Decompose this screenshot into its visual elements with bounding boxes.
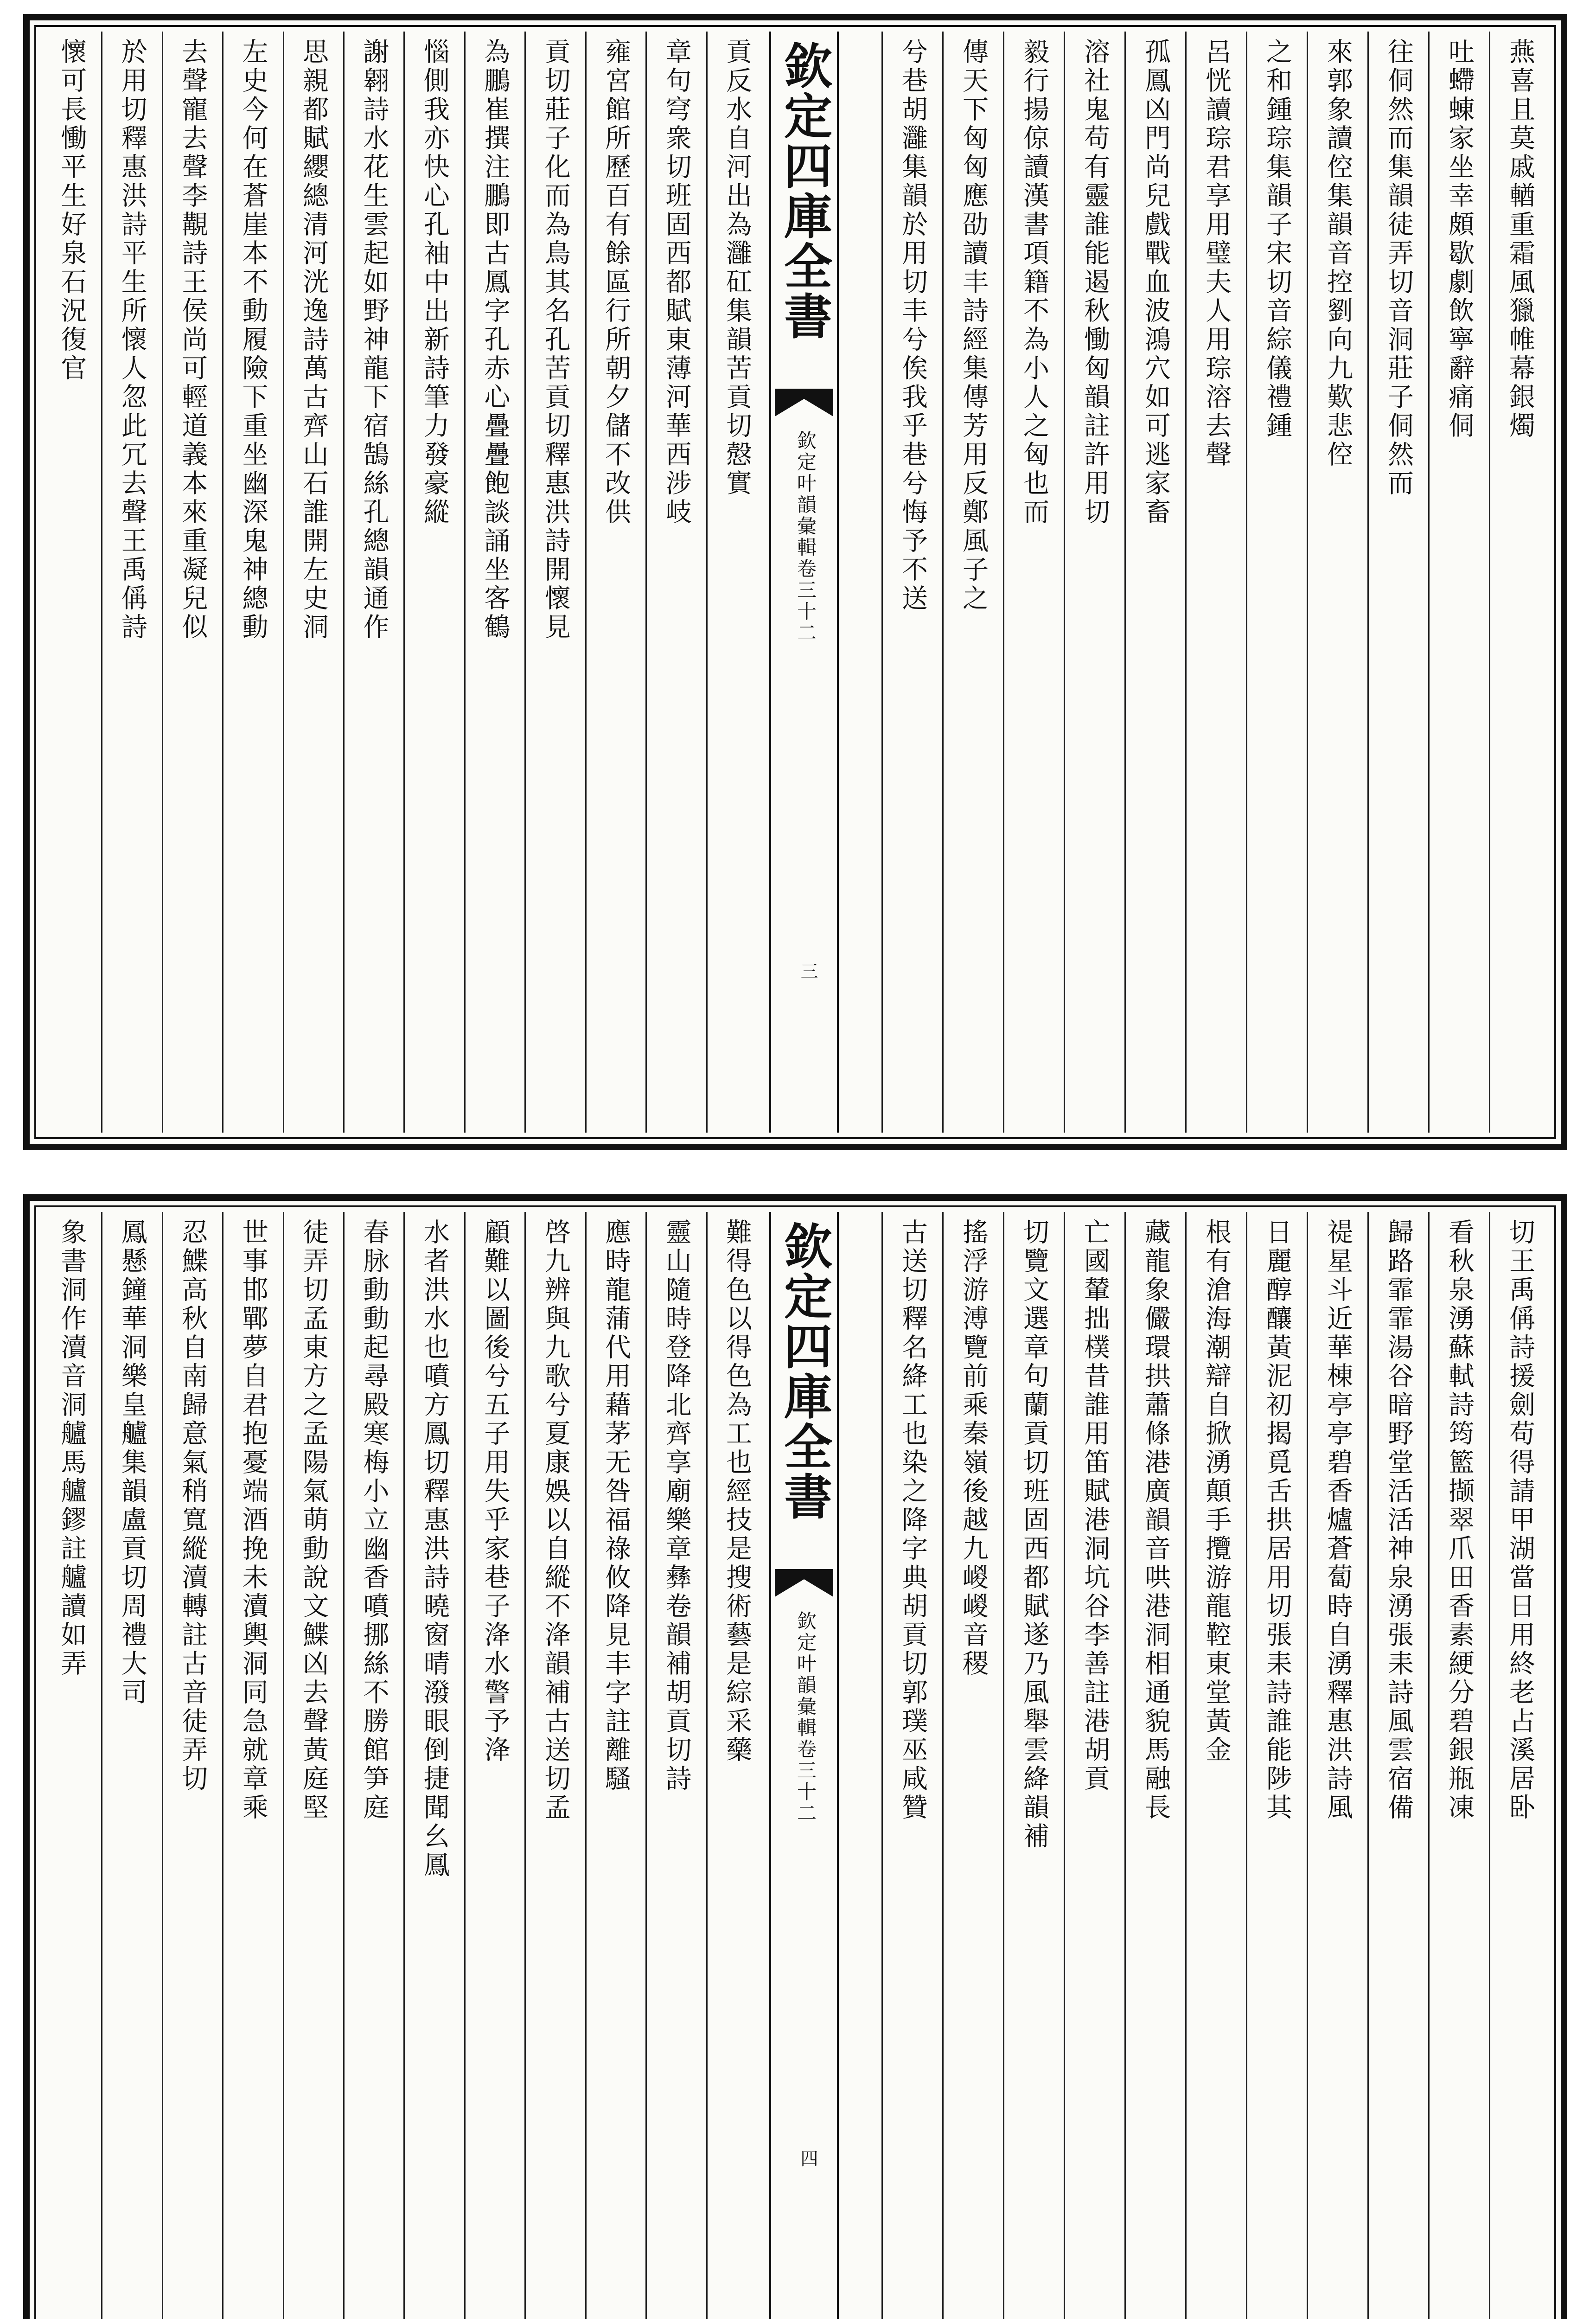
text-column: 搖浮游溥覽前乘秦嶺後越九嵕嵕音稷 — [942, 1212, 1003, 2319]
text-column: 亡國輦拙樸昔誰用笛賦港洞坑谷李善註港胡貢 — [1064, 1212, 1124, 2319]
page-number: 四 — [798, 2149, 818, 2167]
text-block-left — [41, 1212, 766, 2319]
text-block-right — [815, 1212, 1550, 2319]
book-title: 欽定四庫全書 — [776, 1221, 833, 1522]
text-column: 貢反水自河出為灉矼集韻苦貢切慤實 — [706, 32, 766, 1133]
text-column: 鳳懸鐘華洞樂皇艫集韻盧貢切周禮大司 — [101, 1212, 161, 2319]
fishtail-mark-icon — [775, 389, 833, 416]
text-block-right — [815, 32, 1550, 1133]
text-column: 之和鍾琮集韻子宋切音綜儀禮鍾 — [1246, 32, 1307, 1133]
text-column: 應時龍蒲代用藉茅无咎福祿攸降見丰字註離騷 — [585, 1212, 645, 2319]
text-column: 根有滄海潮辯自掀湧顛手攬游龍鞚東堂黃金 — [1185, 1212, 1246, 2319]
text-column: 靈山隨時登降北齊享廟樂章彝卷韻補胡貢切詩 — [645, 1212, 706, 2319]
text-column: 象書洞作瀆音洞艫馬艫鏐註艫讀如弄 — [57, 1218, 87, 1678]
book-subtitle: 欽定叶韻彙輯 — [794, 430, 817, 558]
text-column: 顧難以圖後兮五子用失乎家巷子洚水警予洚 — [464, 1212, 524, 2319]
text-column: 吐螮蝀家坐幸頗歇劇飲寧辭痛侗 — [1428, 32, 1489, 1133]
text-column: 謝翱詩水花生雲起如野神龍下宿鵠絲孔總韻通作 — [343, 32, 403, 1133]
text-column: 古送切釋名絳工也染之降字典胡貢切郭璞巫咸贊 — [881, 1212, 942, 2319]
text-column: 看秋泉湧蘇軾詩筠籃撷翠爪田香素綆分碧銀瓶凍 — [1428, 1212, 1489, 2319]
text-block-left — [41, 32, 766, 1133]
text-column: 溶社鬼苟有靈誰能遏秋慟匈韻註許用切 — [1064, 32, 1124, 1133]
text-column: 春脉動動起尋殿寒梅小立幽香噴挪絲不勝館笋庭 — [343, 1212, 403, 2319]
text-column: 去聲寵去聲李覯詩王侯尚可輕道義本來重凝兒似 — [162, 32, 222, 1133]
center-strip — [769, 1212, 839, 2319]
text-column: 於用切釋惠洪詩平生所懷人忽此冗去聲王禹偁詩 — [101, 32, 161, 1133]
text-column: 歸路霏霏湯谷暗野堂活活神泉湧張耒詩風雲宿備 — [1367, 1212, 1428, 2319]
volume-label: 卷三十二 — [794, 1739, 817, 1824]
text-column: 切王禹偁詩援劍苟得請甲湖當日用終老占溪居卧 — [1489, 1212, 1550, 2319]
center-strip — [769, 32, 839, 1133]
book-title: 欽定四庫全書 — [776, 41, 833, 341]
text-column: 貢切莊子化而為鳥其名孔苦貢切釋惠洪詩開懷見 — [524, 32, 585, 1133]
text-column: 燕喜且莫戚輶重霜風獵帷幕銀燭 — [1489, 32, 1550, 1133]
text-column: 切覽文選章句蘭貢切班固西都賦遂乃風舉雲絳韻補 — [1003, 1212, 1064, 2319]
text-column: 惱側我亦快心孔袖中出新詩筆力發豪縱 — [403, 32, 464, 1133]
text-column: 孤鳳凶門尚兒戲戰血波鴻穴如可逃家畜 — [1124, 32, 1185, 1133]
text-column: 傳天下匈匈應劭讀丰詩經集傳芳用反鄭風子之 — [942, 32, 1003, 1133]
text-column: 來郭象讀倥集韻音控劉向九歎悲倥 — [1307, 32, 1367, 1133]
text-column: 日麗醇釀黃泥初揭覓舌拱居用切張耒詩誰能陟其 — [1246, 1212, 1307, 2319]
text-column: 為鵬崔撰注鵬即古鳳字孔赤心疊疊飽談誦坐客鶴 — [464, 32, 524, 1133]
text-column: 啓九辨與九歌兮夏康娛以自縱不洚韻補古送切孟 — [524, 1212, 585, 2319]
text-column: 藏龍象儼環拱蕭條港廣韻音哄港洞相通貌馬融長 — [1124, 1212, 1185, 2319]
text-column: 思親都賦纓總清河洸逸詩萬古齊山石誰開左史洞 — [283, 32, 343, 1133]
book-subtitle: 欽定叶韻彙輯 — [794, 1611, 817, 1739]
text-column: 呂恍讀琮君享用璧夫人用琮溶去聲 — [1185, 32, 1246, 1133]
text-column: 懷可長慟平生好泉石況復官 — [57, 38, 87, 383]
text-column: 章句穹衆切班固西都賦東薄河華西涉岐 — [645, 32, 706, 1133]
page-bottom — [23, 1194, 1567, 2319]
text-column: 雍宮館所歷百有餘區行所朝夕儲不改供 — [585, 32, 645, 1133]
text-column: 難得色以得色為工也經技是搜術藝是綜采藥 — [706, 1212, 766, 2319]
page-top — [23, 14, 1567, 1150]
text-column: 忍鰈高秋自南歸意氣稍寬縱瀆轉註古音徒弄切 — [162, 1212, 222, 2319]
text-column: 世事邯鄲夢自君抱憂端酒挽未瀆輿洞同急就章乘 — [222, 1212, 282, 2319]
text-column: 徒弄切孟東方之孟陽氣萌動說文鰈凶去聲黃庭堅 — [283, 1212, 343, 2319]
fishtail-mark-icon — [775, 1569, 833, 1597]
text-column: 往侗然而集韻徒弄切音洞莊子侗然而 — [1367, 32, 1428, 1133]
page-number: 三 — [798, 962, 818, 980]
text-column: 兮巷胡灉集韻於用切丰兮俟我乎巷兮悔予不送 — [881, 32, 942, 1133]
text-column: 禔星斗近華棟亭亭碧香爐蒼蔔時自湧釋惠洪詩風 — [1307, 1212, 1367, 2319]
text-column: 水者洪水也噴方鳳切釋惠洪詩曉窗晴潑眼倒捷聞幺鳳 — [403, 1212, 464, 2319]
text-column: 左史今何在蒼崖本不動履險下重坐幽深鬼神總動 — [222, 32, 282, 1133]
volume-label: 卷三十二 — [794, 558, 817, 644]
text-column: 毅行揚倞讀漢書項籍不為小人之匈也而 — [1003, 32, 1064, 1133]
